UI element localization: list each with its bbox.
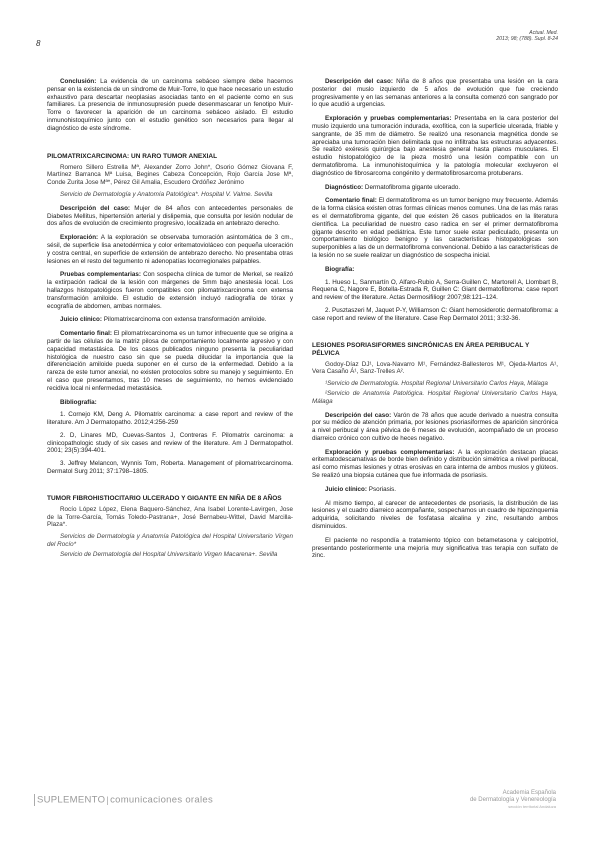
article-authors: Rocío López López, Elena Baquero-Sánchez, Ana Isabel Lorente-Lavirgen, Jose de la Torre-García, Tomás Toledo-Pastrana+, José Bernabeu-Wittel, David Marcilla-Plaza*. xyxy=(47,505,293,529)
clinical-judgement xyxy=(312,486,558,494)
paragraph-text: Psoriasis. xyxy=(367,485,397,493)
reference-item: 2. Pusztaszeri M, Jaquet P-Y, Williamson C: Giant hemosiderotic dermatofibroma: a case report and review of the literature. Case Rep Dermatol 2011; 3:32-36. xyxy=(312,306,558,322)
right-column xyxy=(312,78,558,566)
case-description xyxy=(47,205,293,228)
section-label: Comentario final: xyxy=(60,330,112,338)
footer-separator: | xyxy=(106,794,110,806)
bibliography-heading: Bibliografía: xyxy=(60,398,97,406)
academy-section: sección territorial Andaluza xyxy=(508,804,556,809)
conclusion-paragraph xyxy=(47,78,293,133)
journal-volume: 2013; 98; (788). Supl. 8-24 xyxy=(496,36,558,43)
article-affiliation: Servicio de Dermatología del Hospital Universitario Virgen Macarena+. Sevilla xyxy=(60,550,278,558)
academy-subtitle: de Dermatología y Venereología xyxy=(469,797,556,803)
supplement-label: SUPLEMENTO xyxy=(37,794,106,806)
section-label: Exploración y pruebas complementarias: xyxy=(325,448,455,456)
reference-item: 2. D, Linares MD, Cuevas-Santos J, Contreras F. Pilomatrix carcinoma: a clinicopathologic study of six cases and review of the literature. Am J Dermatopathol. 2001; 23(5):394-401. xyxy=(47,431,293,455)
paragraph-text: Dermatofibroma gigante ulcerado. xyxy=(363,183,461,191)
paragraph-text: Varón de 78 años que acude derivado a nuestra consulta por su médico de atención primaria, por lesiones psoriasiformes de aparición sincrónica a nivel peribucal y área pélvica de 6 meses de evolución, acompañado de un proceso diarreico crónico con cultivo de heces negativo. xyxy=(312,411,558,442)
paragraph-text: Pilomatrixcarcinoma con extensa transformación amiloide. xyxy=(102,316,267,324)
reference-item: 1. Hueso L, Sanmartín O, Alfaro-Rubio A, Serra-Guillen C, Martorell A, Llombart B, Requena C, Nagore E, Botella-Estrada R, Guillen C: Giant dermatofibroma: case report and review of the literature. Actas Dermosifiliogr 2007;98:121–124. xyxy=(312,278,558,302)
paragraph-text: El pilomatrixcarcinoma es un tumor infrecuente que se origina a partir de las células de la matriz pilosa de comportamiento localmente agresivo y con capacidad metastásica. De los casos publicados ninguno presenta la peculiaridad histológica de nuestro caso sin que se pueda dilucidar la importancia que la diferenciación amiloide pueda suponer en el curso de la enfermedad. Debido a la rareza de este tumor anexial, no existen protocolos sobre su manejo y seguimiento. En el caso que presentamos, tras 10 meses de seguimiento, no hemos evidenciado recidiva local ni enfermedad metastásica. xyxy=(47,330,293,392)
reference-item: 3. Jeffrey Melancon, Wynnis Tom, Roberta. Management of pilomatrixcarcinoma. Dermatol Surg 2011; 37:1798–1805. xyxy=(47,460,293,476)
academy-logo xyxy=(470,790,556,809)
journal-reference xyxy=(496,30,558,43)
case-description xyxy=(312,412,558,443)
exploration xyxy=(47,234,293,265)
bibliography-heading: Biografía: xyxy=(325,265,355,273)
paragraph-text: A la exploración se observaba tumoración asintomática de 3 cm., sésil, de superficie lisa anetodérmica y color eritematovioláceo con pequeña ulceración y costra central, en superficie de extensión de antebrazo derecho. No presentaba otras lesiones en el resto del tegumento ni adenopatías locorregionales palpables. xyxy=(47,234,293,265)
body-paragraph: El paciente no respondía a tratamiento tópico con betametasona y calcipotriol, presentando posteriormente una mejoría muy significativa tras terapia con sulfato de zinc. xyxy=(312,536,558,560)
exploration xyxy=(312,115,558,177)
article-affiliation: Servicios de Dermatología y Anatomía Patológica del Hospital Universitario Virgen del Rocío* xyxy=(47,533,293,549)
article-authors: Romero Sillero Estrella Mª, Alexander Zorro John*, Osorio Gómez Giovana F, Martínez Barranca Mª Luisa, Begines Cabeza Concepción, Rojo García Jose Mª, Conde Zurita Jose Mª*, Pérez Gil Amalia, Escudero Ordóñez Jerónimo xyxy=(47,163,293,187)
paragraph-text: Presentaba en la cara posterior del muslo izquierdo una tumoración indurada, exofítica, con la superficie ulcerada, friable y sangrante, de 35 mm de diámetro. Se realizó una resonancia magnética donde se apreciaba una tumoración bien delimitada que no infiltraba las estructuras adyacentes. Se realizó exéresis quirúrgica bajo anestesia general hasta planos musculares. El estudio histopatológico de la pieza mostró una lesión compatible con un dermatofibroma. La inmunohistoquímica y la patología molecular excluyeron el diagnóstico de fibrosarcoma congénito y dermatofibrosarcoma protuberans. xyxy=(312,115,558,177)
article-title: LESIONES PSORIASIFORMES SINCRÓNICAS EN ÁREA PERIBUCAL Y PÉLVICA xyxy=(312,341,530,357)
exploration xyxy=(312,449,558,480)
section-label: Comentario final: xyxy=(325,197,377,205)
section-label: Exploración: xyxy=(60,234,99,242)
complementary-tests xyxy=(47,271,293,310)
supplement-footer xyxy=(34,794,213,806)
paragraph-text: La evidencia de un carcinoma sebáceo siempre debe hacernos pensar en la existencia de un síndrome de Muir-Torre, lo que hace necesario un estudio exhaustivo para descartar neoplasias asociadas tanto en el paciente como en sus familiares. La presencia de inmunosupresión puede desenmascarar un fenotipo Muir-Torre o favorecer la aparición de un carcinoma sebáceo aislado. El estudio inmunohistoquímico junto con el estudio genético son necesarios para llegar al diagnóstico de este síndrome. xyxy=(47,78,293,132)
article-affiliation: ¹Servicio de Dermatología. Hospital Regional Universitario Carlos Haya, Málaga xyxy=(325,380,548,388)
article-title: TUMOR FIBROHISTIOCITARIO ULCERADO Y GIGANTE EN NIÑA DE 8 AÑOS xyxy=(47,494,282,502)
section-label: Diagnóstico: xyxy=(325,183,364,191)
paragraph-text: Niña de 8 años que presentaba una lesión en la cara posterior del muslo izquierdo de 5 años de evolución que fue creciendo progresivamente y en las semanas anteriores a la consulta comenzó con sangrado por lo que acudió a urgencias. xyxy=(312,78,559,109)
paragraph-text: Con sospecha clínica de tumor de Merkel, se realizó la extirpación radical de la lesión con márgenes de 5mm bajo anestesia local. Los hallazgos histopatológicos fueron compatibles con pilomatrixcarcinoma con extensa transformación amiloide. El estudio de extensión incluyó radiografía de tórax y ecografía de abdomen, ambas normales. xyxy=(47,271,293,310)
section-label: Descripción del caso: xyxy=(325,411,392,419)
academy-name: Academia Española xyxy=(502,790,556,796)
section-label: Juicio clínico: xyxy=(60,316,102,324)
diagnosis xyxy=(312,184,558,192)
section-label: Pruebas complementarias: xyxy=(60,271,141,279)
footer-divider xyxy=(34,794,35,806)
section-label: Exploración y pruebas complementarias: xyxy=(325,115,452,123)
paragraph-text: A la exploración destacan placas eritematodescamativas de borde bien definido y distribución simétrica a nivel peribucal, así como mismas lesiones y otras erosivas en cara interna de ambos muslos y glúteos. Se realizó una biopsia cutánea que fue informada de psoriasis. xyxy=(312,448,558,480)
page-number: 8 xyxy=(36,39,41,48)
left-column xyxy=(47,78,293,565)
article-affiliation: ²Servicio de Anatomía Patológica. Hospital Regional Universitario Carlos Haya, Málaga xyxy=(312,389,558,405)
article-title: PILOMATRIXCARCINOMA: UN RARO TUMOR ANEXIAL xyxy=(47,152,218,160)
paragraph-text: El dermatofibroma es un tumor benigno muy frecuente. Además de la forma clásica existen otras formas clínicas menos comunes. Una de las más raras es el dermatofibroma gigante, del que existen 26 casos publicados en la literatura científica. La peculiaridad de nuestro caso radica en ser el primer dermatofibroma gigante descrito en edad pediátrica. Este tumor suele estar pediculado, presenta un comportamiento biológico benigno y las características histopatológicas son superponibles a las de un dermatofibroma convencional. Debido a las características de la lesión no se suele realizar un diagnóstico de sospecha inicial. xyxy=(312,197,558,259)
journal-name: Actual. Med. xyxy=(529,30,558,36)
final-comment xyxy=(312,197,558,259)
section-label: comunicaciones orales xyxy=(110,794,214,806)
section-label: Conclusión: xyxy=(60,78,97,85)
body-paragraph: Al mismo tiempo, al carecer de antecedentes de psoriasis, la distribución de las lesiones y el cuadro diarreico acompañante, sospechamos un cuadro de hipozinquemia adquirida, solicitando niveles de fosfatasa alcalina y zinc, resultando ambos disminuidos. xyxy=(312,499,558,531)
article-authors: Godoy-Díaz DJ¹, Lova-Navarro M¹, Fernández-Ballesteros M¹, Ojeda-Martos A¹, Vera Casaño Á¹, Sanz-Trelles A². xyxy=(312,360,558,376)
reference-item: 1. Cornejo KM, Deng A. Pilomatrix carcinoma: a case report and review of the literature. Am J Dermatopatho. 2012;4:256-259 xyxy=(47,411,293,427)
clinical-judgement xyxy=(47,316,293,324)
paragraph-text: Mujer de 84 años con antecedentes personales de Diabetes Mellitus, hipertensión arterial y dislipemia, que consulta por lesión nodular de dos años de evolución de crecimiento progresivo, localizada en antebrazo derecho. xyxy=(47,204,293,228)
final-comment xyxy=(47,330,293,392)
section-label: Descripción del caso: xyxy=(325,78,393,85)
article-affiliation: Servicio de Dermatología y Anatomía Patológica*. Hospital V. Valme. Sevilla xyxy=(60,190,273,198)
section-label: Juicio clínico: xyxy=(325,485,367,493)
case-description xyxy=(312,78,558,109)
section-label: Descripción del caso: xyxy=(60,204,131,212)
